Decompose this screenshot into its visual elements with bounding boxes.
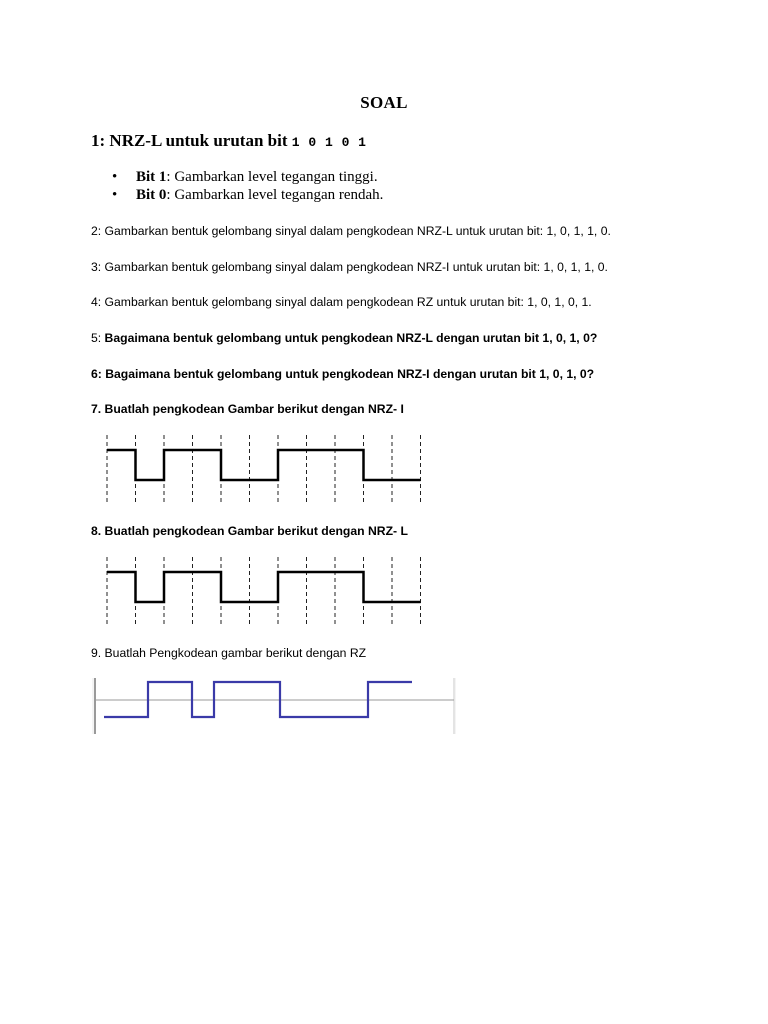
question-4: 4: Gambarkan bentuk gelombang sinyal dalam pengkodean RZ untuk urutan bit: 1, 0, 1, 0, 1. xyxy=(91,295,592,309)
document-title: SOAL xyxy=(360,93,408,112)
nrz-l-waveform-figure xyxy=(100,555,430,627)
nrz-i-waveform-figure xyxy=(100,433,430,505)
question-3: 3: Gambarkan bentuk gelombang sinyal dalam pengkodean NRZ-I untuk urutan bit: 1, 0, 1, 1, 0. xyxy=(91,260,608,274)
question-6: 6: Bagaimana bentuk gelombang untuk pengkodean NRZ-I dengan urutan bit 1, 0, 1, 0? xyxy=(91,367,595,381)
bullet-text: : Gambarkan level tegangan tinggi. xyxy=(166,169,378,185)
signal-waveform xyxy=(107,572,421,602)
bullet-dot-icon: • xyxy=(112,187,118,203)
bullet-term: Bit 1 xyxy=(136,169,167,185)
question-5 xyxy=(91,331,597,345)
question-8: 8. Buatlah pengkodean Gambar berikut dengan NRZ- L xyxy=(91,524,408,538)
question-1-heading xyxy=(91,131,366,151)
bullet-term: Bit 0 xyxy=(136,187,167,203)
question-9: 9. Buatlah Pengkodean gambar berikut dengan RZ xyxy=(91,646,367,660)
question-5-text: Bagaimana bentuk gelombang untuk pengkodean NRZ-L dengan urutan bit 1, 0, 1, 0? xyxy=(101,331,598,345)
rz-waveform-figure xyxy=(92,678,456,734)
question-1-bits: 1 0 1 0 1 xyxy=(291,135,367,150)
question-1-text: 1: NRZ-L untuk urutan bit xyxy=(91,131,288,150)
bullet-item-bit-1 xyxy=(112,169,378,186)
question-5-number: 5: xyxy=(91,331,102,345)
bullet-item-bit-0 xyxy=(112,187,383,204)
bullet-text: : Gambarkan level tegangan rendah. xyxy=(166,187,384,203)
bullet-dot-icon: • xyxy=(112,169,118,185)
question-2: 2: Gambarkan bentuk gelombang sinyal dalam pengkodean NRZ-L untuk urutan bit: 1, 0, 1, 1, 0. xyxy=(91,224,611,238)
question-7: 7. Buatlah pengkodean Gambar berikut dengan NRZ- I xyxy=(91,402,404,416)
signal-waveform xyxy=(107,450,421,480)
